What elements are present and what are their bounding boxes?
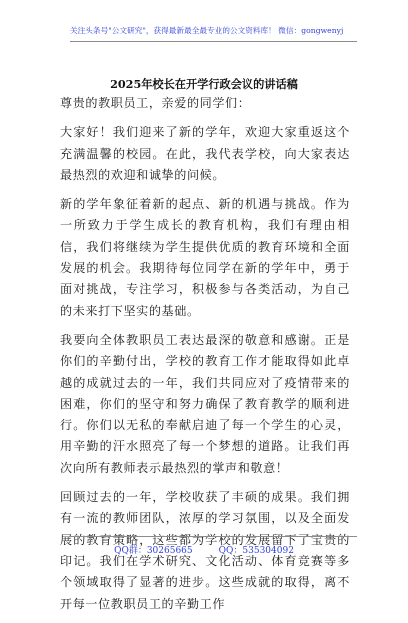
header-divider (70, 41, 357, 42)
footer-divider (70, 536, 357, 537)
header-banner: 关注头条号"公文研究"，获得最新最全最专业的公文资料库！ 微信：gongwenyj (70, 26, 344, 35)
paragraph-4: 回顾过去的一年，学校收获了丰硕的成果。我们拥有一流的教师团队，浓厚的学习氛围，以及全面发展的教育策略，这些都为学校的发展留下了宝贵的印记。我们在学术研究、文化活动、体育竞赛等多个领域取得了显著的进步。这些成就的取得，离不开每一位教职员工的辛勤工作 (60, 490, 350, 611)
paragraph-2: 新的学年象征着新的起点、新的机遇与挑战。作为一所致力于学生成长的教育机构，我们有理由相信，我们将继续为学生提供优质的教育环境和全面发展的机会。我期待每位同学在新的学年中，勇于面对挑战，专注学习，积极参与各类活动，为自己的未来打下坚实的基础。 (60, 197, 350, 318)
footer-qq-group: QQ群：30265665 (114, 546, 193, 556)
footer-qq: QQ：535304092 (218, 546, 294, 556)
document-title: 2025年校长在开学行政会议的讲话稿 (110, 77, 298, 91)
paragraph-1: 大家好！我们迎来了新的学年，欢迎大家重返这个充满温馨的校园。在此，我代表学校，向大家表达最热烈的欢迎和诚挚的问候。 (60, 125, 350, 182)
salutation: 尊贵的教职员工，亲爱的同学们： (60, 96, 251, 110)
footer-contact (0, 543, 408, 556)
paragraph-3: 我要向全体教职员工表达最深的敬意和感谢。正是你们的辛勤付出，学校的教育工作才能取得如此卓越的成就过去的一年，我们共同应对了疫情带来的困难，你们的坚守和努力确保了教育教学的顺利进行。你们以无私的奉献启迪了每一个学生的心灵，用辛勤的汗水照亮了每一个梦想的道路。让我们再次向所有教师表示最热烈的掌声和敬意！ (60, 332, 350, 475)
